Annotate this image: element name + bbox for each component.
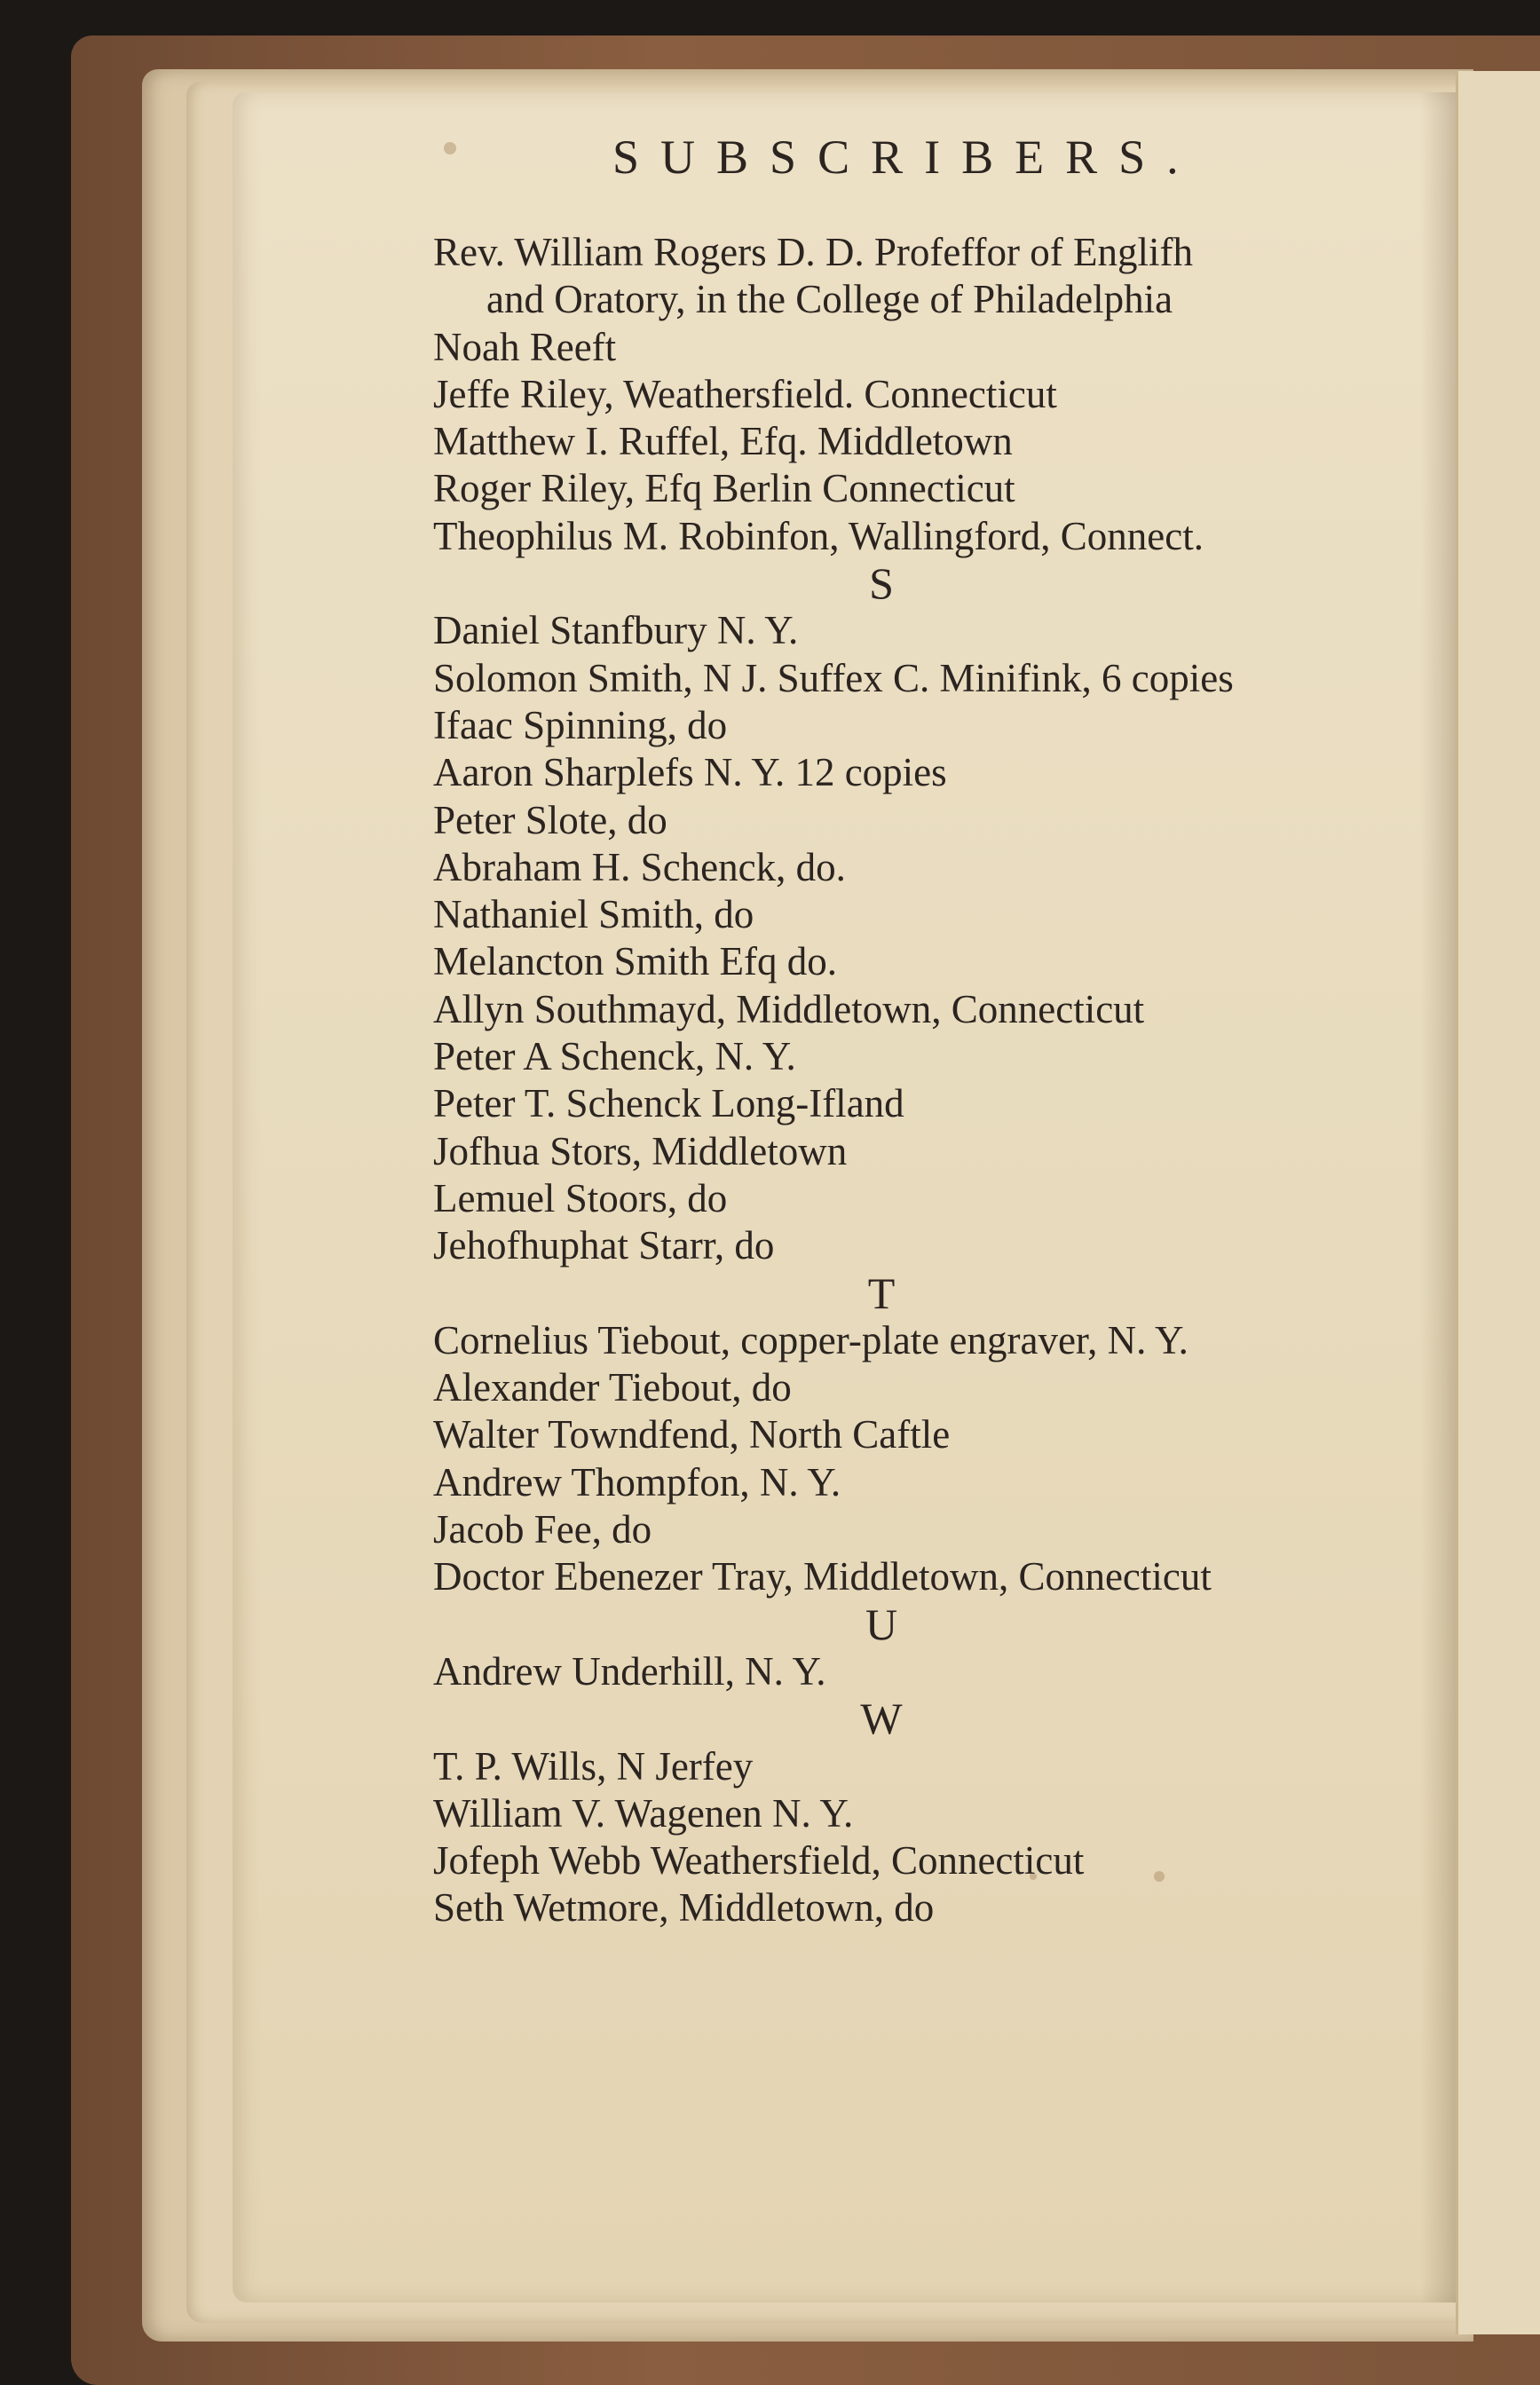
subscriber-entry: Roger Riley, Efq Berlin Connecticut bbox=[433, 466, 1015, 511]
section-letter: U bbox=[865, 1599, 898, 1649]
subscriber-entry: Noah Reeft bbox=[433, 324, 617, 369]
subscriber-entry: T. P. Wills, N Jerfey bbox=[433, 1743, 754, 1789]
subscriber-entry: Cornelius Tiebout, copper-plate engraver, N. Y. bbox=[433, 1317, 1189, 1362]
subscriber-list bbox=[433, 229, 1436, 1932]
subscriber-entry: Peter Slote, do bbox=[433, 797, 667, 842]
subscriber-entry: Walter Towndfend, North Caftle bbox=[433, 1412, 951, 1457]
subscriber-entry: Aaron Sharplefs N. Y. 12 copies bbox=[433, 750, 947, 795]
entry-continuation: and Oratory, in the College of Philadelphia bbox=[486, 277, 1173, 322]
subscriber-entry: Theophilus M. Robinfon, Wallingford, Connect. bbox=[433, 513, 1204, 558]
subscriber-entry: Jofhua Stors, Middletown bbox=[433, 1128, 848, 1173]
section-letter: S bbox=[869, 558, 894, 609]
subscriber-entry: William V. Wagenen N. Y. bbox=[433, 1790, 854, 1836]
subscriber-entry: Andrew Thompfon, N. Y. bbox=[433, 1459, 841, 1504]
subscriber-entry: Melancton Smith Efq do. bbox=[433, 939, 837, 984]
subscriber-entry: Lemuel Stoors, do bbox=[433, 1175, 728, 1220]
subscriber-entry: Andrew Underhill, N. Y. bbox=[433, 1648, 826, 1694]
subscriber-entry: Doctor Ebenezer Tray, Middletown, Connecticut bbox=[433, 1554, 1212, 1599]
subscriber-entry: Jofeph Webb Weathersfield, Connecticut bbox=[433, 1838, 1085, 1884]
subscriber-entry: Jacob Fee, do bbox=[433, 1507, 652, 1552]
subscriber-entry: Jehofhuphat Starr, do bbox=[433, 1223, 775, 1268]
facing-page-edge bbox=[1456, 71, 1540, 2334]
subscriber-entry: Peter T. Schenck Long-Ifland bbox=[433, 1081, 904, 1126]
foxing-spot bbox=[444, 142, 456, 154]
section-letter: T bbox=[867, 1268, 896, 1318]
subscriber-entry: Nathaniel Smith, do bbox=[433, 892, 754, 937]
subscriber-entry: Jeffe Riley, Weathersfield. Connecticut bbox=[433, 371, 1057, 416]
subscriber-entry: Alexander Tiebout, do bbox=[433, 1365, 792, 1410]
subscriber-entry: Peter A Schenck, N. Y. bbox=[433, 1034, 796, 1079]
subscriber-entry: Allyn Southmayd, Middletown, Connecticut bbox=[433, 986, 1145, 1031]
page-header: SUBSCRIBERS. bbox=[612, 130, 1200, 184]
section-letter: W bbox=[860, 1694, 903, 1744]
subscriber-entry: Rev. William Rogers D. D. Profeffor of Englifh bbox=[433, 230, 1193, 274]
subscriber-entry: Daniel Stanfbury N. Y. bbox=[433, 608, 799, 653]
subscriber-entry: Ifaac Spinning, do bbox=[433, 702, 728, 747]
subscriber-entry: Matthew I. Ruffel, Efq. Middletown bbox=[433, 419, 1013, 464]
subscriber-entry: Seth Wetmore, Middletown, do bbox=[433, 1885, 935, 1931]
subscriber-entry: Abraham H. Schenck, do. bbox=[433, 844, 846, 889]
subscriber-entry: Solomon Smith, N J. Suffex C. Minifink, 6 copies bbox=[433, 655, 1234, 700]
